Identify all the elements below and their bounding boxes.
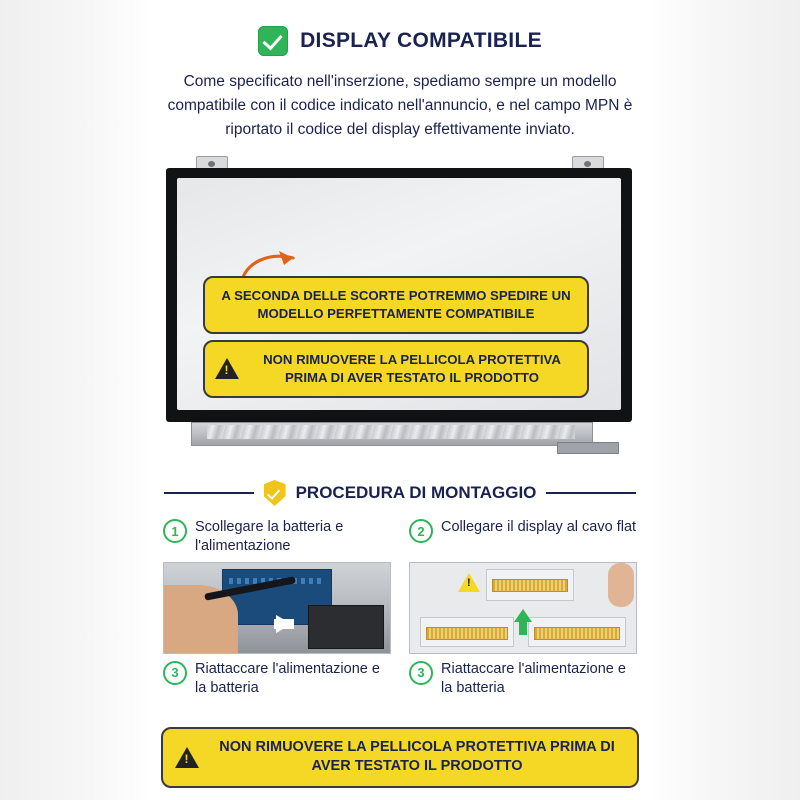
flat-cable-top <box>492 579 568 592</box>
display-panel-illustration <box>163 156 637 466</box>
content-column <box>152 0 648 800</box>
bottom-warning-banner <box>161 727 639 788</box>
panel-foil-strip <box>207 425 575 439</box>
step-item-2 <box>409 518 637 556</box>
step-number-2: 2 <box>409 519 433 543</box>
flat-cable-bottom-right <box>534 627 620 640</box>
panel-connector <box>557 442 619 454</box>
green-check-icon <box>258 26 288 56</box>
step-text-2: Collegare il display al cavo flat <box>441 519 637 536</box>
warning-triangle-icon <box>175 747 199 768</box>
callout-stock-notice: A SECONDA DELLE SCORTE POTREMMO SPEDIRE UN MODELLO PERFETTAMENTE COMPATIBILE <box>203 276 589 334</box>
step-number-3: 3 <box>163 661 187 685</box>
warning-triangle-icon <box>215 358 239 379</box>
procedure-title: PROCEDURA DI MONTAGGIO <box>295 483 537 503</box>
step-text-1: Scollegare la batteria e l'alimentazione <box>195 519 344 554</box>
step-item-3 <box>163 660 391 698</box>
laptop-battery-disconnect-photo <box>163 562 391 654</box>
warning-triangle-icon <box>458 573 480 592</box>
step-text-3: Riattaccare l'alimentazione e la batteria <box>195 660 380 696</box>
step-number-1: 1 <box>163 519 187 543</box>
divider-left <box>164 492 254 494</box>
step-text-4: Riattaccare l'alimentazione e la batteria <box>441 660 626 696</box>
divider-right <box>546 492 636 494</box>
procedure-steps <box>163 518 637 697</box>
step-number-4: 3 <box>409 661 433 685</box>
finger-shape <box>608 563 634 607</box>
callout-protective-film-text: NON RIMUOVERE LA PELLICOLA PROTETTIVA PRIMA DI AVER TESTATO IL PRODOTTO <box>263 352 561 385</box>
procedure-header <box>152 480 648 506</box>
callout-protective-film <box>203 340 589 398</box>
intro-paragraph: Come specificato nell'inserzione, spediamo sempre un modello compatibile con il codice indicato nell'annuncio, e nel campo MPN è riportato il codice del display effettivamente inviato. <box>167 73 633 139</box>
battery-shape <box>308 605 384 649</box>
step-item-4 <box>409 660 637 698</box>
background-edge-left <box>0 0 152 800</box>
step-item-1 <box>163 518 391 556</box>
white-arrow-icon <box>276 615 292 633</box>
green-up-arrow-icon <box>514 609 532 622</box>
header <box>152 26 648 56</box>
background-edge-right <box>648 0 800 800</box>
shield-check-icon <box>264 480 286 506</box>
bottom-warning-text: NON RIMUOVERE LA PELLICOLA PROTETTIVA PRIMA DI AVER TESTATO IL PRODOTTO <box>219 738 615 775</box>
flat-cable-bottom-left <box>426 627 508 640</box>
page-title: DISPLAY COMPATIBILE <box>300 29 542 52</box>
flat-cable-connector-photo <box>409 562 637 654</box>
